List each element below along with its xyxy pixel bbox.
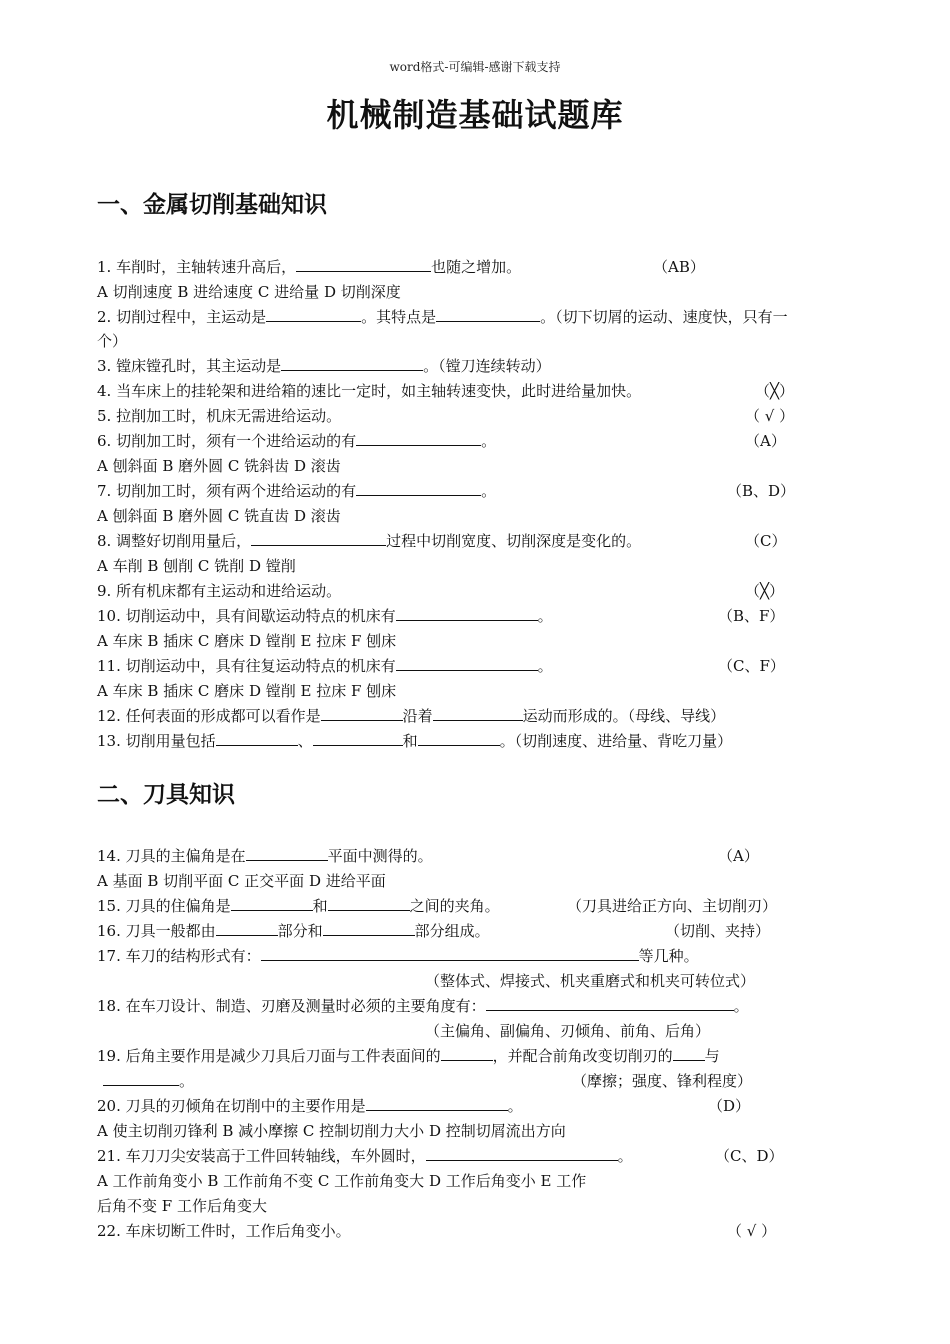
answer-15: （刀具进给正方向、主切削刃） <box>567 897 778 915</box>
options-11: A 车床 B 插床 C 磨床 D 镗削 E 拉床 F 刨床 <box>97 682 397 700</box>
blank <box>261 946 639 961</box>
options-8: A 车削 B 刨削 C 铣削 D 镗削 <box>97 557 296 575</box>
question-2-cont: 个） <box>97 332 128 350</box>
options-20: A 使主切削刃锋利 B 减小摩擦 C 控制切削力大小 D 控制切屑流出方向 <box>97 1122 566 1140</box>
answer-7: （B、D） <box>727 482 796 500</box>
question-12: 12. 任何表面的形成都可以看作是 沿着 运动而形成的。（母线、导线） <box>97 707 726 725</box>
blank <box>296 257 431 272</box>
question-9: 9. 所有机床都有主运动和进给运动。 <box>97 582 342 600</box>
answer-4: （╳） <box>755 382 795 400</box>
answer-5: （ √ ） <box>745 407 795 425</box>
options-14: A 基面 B 切削平面 C 正交平面 D 进给平面 <box>97 872 386 890</box>
answer-22: （ √ ） <box>727 1222 777 1240</box>
blank <box>231 896 313 911</box>
options-1: A 切削速度 B 进给速度 C 进给量 D 切削深度 <box>97 283 401 301</box>
question-22: 22. 车床切断工件时，工作后角变小。 <box>97 1222 351 1240</box>
options-6: A 刨斜面 B 磨外圆 C 铣斜齿 D 滚齿 <box>97 457 341 475</box>
blank <box>436 307 540 322</box>
blank <box>266 307 361 322</box>
question-6: 6. 切削加工时，须有一个进给运动的有 。 <box>97 432 497 450</box>
blank <box>673 1046 705 1061</box>
question-4: 4. 当车床上的挂轮架和进给箱的速比一定时，如主轴转速变快，此时进给量加快。 <box>97 382 642 400</box>
section-heading-1: 一、金属切削基础知识 <box>97 191 327 218</box>
answer-11: （C、F） <box>718 657 785 675</box>
question-5: 5. 拉削加工时，机床无需进给运动。 <box>97 407 342 425</box>
blank <box>433 706 523 721</box>
question-16: 16. 刀具一般都由 部分和 部分组成。 <box>97 922 490 940</box>
question-15: 15. 刀具的住偏角是 和 之间的夹角。 <box>97 897 500 915</box>
blank <box>486 996 734 1011</box>
question-10: 10. 切削运动中，具有间歇运动特点的机床有 。 <box>97 607 553 625</box>
question-8: 8. 调整好切削用量后， 过程中切削宽度、切削深度是变化的。 <box>97 532 642 550</box>
options-10: A 车床 B 插床 C 磨床 D 镗削 E 拉床 F 刨床 <box>97 632 397 650</box>
blank <box>246 846 328 861</box>
blank <box>103 1071 179 1086</box>
document-title: 机械制造基础试题库 <box>326 96 624 134</box>
question-20: 20. 刀具的刃倾角在切削中的主要作用是 。 <box>97 1097 523 1115</box>
blank <box>441 1046 493 1061</box>
question-3: 3. 镗床镗孔时，其主运动是 。（镗刀连续转动） <box>97 357 551 375</box>
answer-19: （摩擦；强度、锋利程度） <box>572 1072 753 1090</box>
blank <box>216 731 298 746</box>
answer-6: （A） <box>745 432 786 450</box>
blank <box>321 706 403 721</box>
answer-9: （╳） <box>745 582 785 600</box>
options-21-cont: 后角不变 F 工作后角变大 <box>97 1197 267 1215</box>
question-21: 21. 车刀刀尖安装高于工件回转轴线，车外圆时， 。 <box>97 1147 633 1165</box>
answer-1: （AB） <box>653 258 705 276</box>
options-21: A 工作前角变小 B 工作前角不变 C 工作前角变大 D 工作后角变小 E 工作 <box>97 1172 587 1190</box>
blank <box>396 656 538 671</box>
answer-17: （整体式、焊接式、机夹重磨式和机夹可转位式） <box>425 972 756 990</box>
question-17: 17. 车刀的结构形式有： 等几种。 <box>97 947 699 965</box>
answer-21: （C、D） <box>715 1147 784 1165</box>
blank <box>426 1146 618 1161</box>
answer-20: （D） <box>708 1097 751 1115</box>
blank <box>281 356 423 371</box>
blank <box>418 731 500 746</box>
question-18: 18. 在车刀设计、制造、刃磨及测量时必须的主要角度有： 。 <box>97 997 749 1015</box>
question-7: 7. 切削加工时，须有两个进给运动的有 。 <box>97 482 497 500</box>
blank <box>323 921 415 936</box>
blank <box>356 431 481 446</box>
answer-10: （B、F） <box>718 607 785 625</box>
question-13: 13. 切削用量包括 、 和 。（切削速度、进给量、背吃刀量） <box>97 732 733 750</box>
question-19: 19. 后角主要作用是减少刀具后刀面与工件表面间的 ，并配合前角改变切削刃的 与 <box>97 1047 720 1065</box>
blank <box>216 921 278 936</box>
answer-18: （主偏角、副偏角、刃倾角、前角、后角） <box>425 1022 711 1040</box>
options-7: A 刨斜面 B 磨外圆 C 铣直齿 D 滚齿 <box>97 507 341 525</box>
question-2: 2. 切削过程中，主运动是 。其特点是 。（切下切屑的运动、速度快，只有一 <box>97 308 788 326</box>
answer-8: （C） <box>745 532 787 550</box>
page-header: word格式-可编辑-感谢下载支持 <box>389 60 561 74</box>
answer-16: （切削、夹持） <box>665 922 771 940</box>
blank <box>396 606 538 621</box>
blank <box>251 531 386 546</box>
blank <box>366 1096 508 1111</box>
question-11: 11. 切削运动中，具有往复运动特点的机床有 。 <box>97 657 553 675</box>
blank <box>356 481 481 496</box>
section-heading-2: 二、刀具知识 <box>97 781 235 808</box>
question-14: 14. 刀具的主偏角是在 平面中测得的。 <box>97 847 433 865</box>
question-19-cont: 。 <box>103 1071 194 1091</box>
answer-14: （A） <box>718 847 759 865</box>
blank <box>313 731 403 746</box>
blank <box>328 896 410 911</box>
question-1: 1. 车削时，主轴转速升高后， 也随之增加。 <box>97 258 522 276</box>
